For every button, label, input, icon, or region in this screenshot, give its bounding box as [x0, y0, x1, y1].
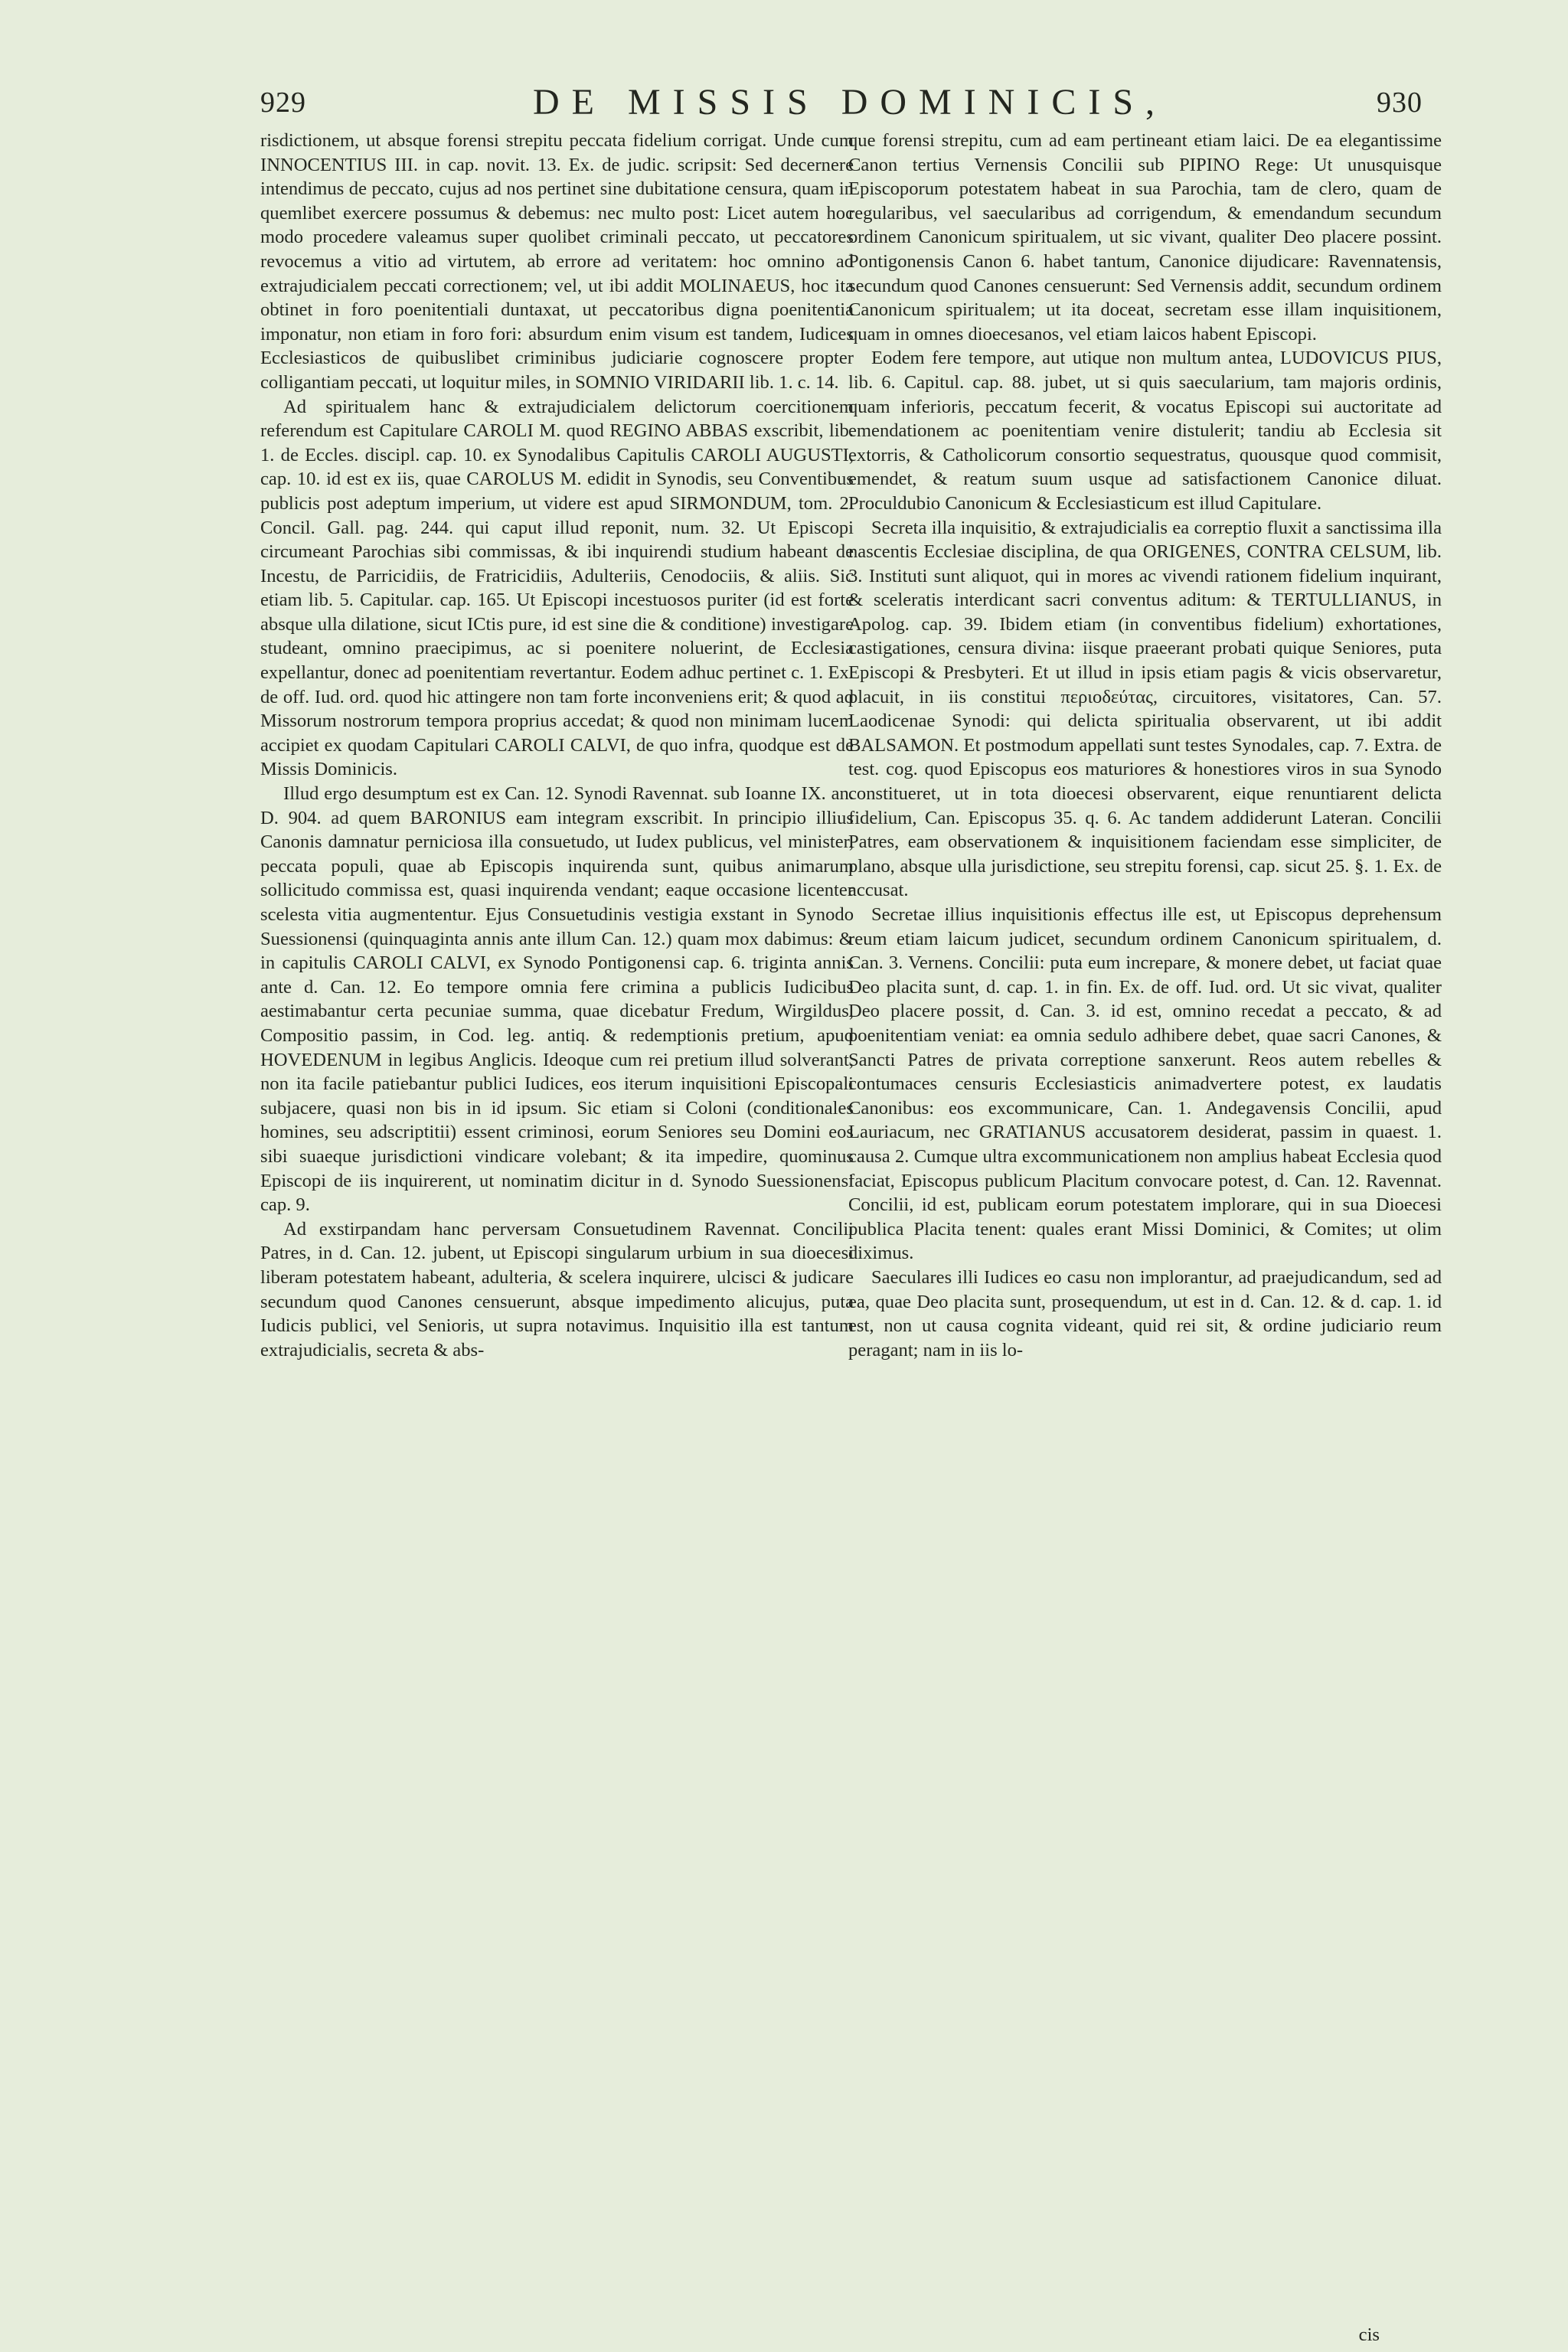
- paragraph: Illud ergo desumptum est ex Can. 12. Synodi Ravennat. sub Ioanne IX. an. D. 904. ad quem BARONIUS eam integram exscribit. In principio illius Canonis damnatur perniciosa illa consuetudo, ut Iudex publicus, vel minister, peccata populi, quae ab Episcopis inquirenda sunt, quibus animarum sollicitudo commissa est, quasi inquirenda vendant; eaque occasione licenter scelesta vitia augmententur. Ejus Consuetudinis vestigia exstant in Synodo Suessionensi (quinquaginta annis ante illum Can. 12.) quam mox dabimus: & in capitulis CAROLI CALVI, ex Synodo Pontigonensi cap. 6. triginta annis ante d. Can. 12. Eo tempore omnia fere crimina a publicis Iudicibus aestimabantur certa pecuniae summa, quae dicebatur Fredum, Wirgildus, Compositio passim, in Cod. leg. antiq. & redemptionis pretium, apud HOVEDENUM in legibus Anglicis. Ideoque cum rei pretium illud solverant, non ita facile patiebantur publici Iudices, eos iterum inquisitioni Episcopali subjacere, quasi non bis in id ipsum. Sic etiam si Coloni (conditionales homines, seu adscriptitii) essent criminosi, eorum Seniores seu Domini eos sibi suaeque jurisdictioni vindicare volebant; & ita impedire, quominus Episcopi de iis inquirerent, ut nominatim dicitur in d. Synodo Suessionensi cap. 9.: [260, 783, 854, 1216]
- paragraph: Ad exstirpandam hanc perversam Consuetudinem Ravennat. Concilii Patres, in d. Can. 12. jubent, ut Episcopi singularum urbium in sua dioecesi liberam potestatem habeant, adulteria, & scelera inquirere, ulcisci & judicare secundum quod Canones censuerunt, absque impedimento alicujus, puta Iudicis publici, vel Senioris, ut supra notavimus. Inquisitio illa est tantum extrajudicialis, secreta & abs-: [260, 1218, 854, 1361]
- paragraph: risdictionem, ut absque forensi strepitu peccata fidelium corrigat. Unde cum INNOCENTIUS III. in cap. novit. 13. Ex. de judic. scripsit: Sed decernere intendimus de peccato, cujus ad nos pertinet sine dubitatione censura, quam in quemlibet exercere possumus & debemus: nec multo post: Licet autem hoc modo procedere valeamus super quolibet criminali peccato, ut peccatores revocemus a vitio ad virtutem, ab errore ad veritatem: hoc omnino ad extrajudicialem peccati correctionem; vel, ut ibi addit MOLINAEUS, hoc ita obtinet in foro poenitentiali duntaxat, ut peccatoribus digna poenitentia imponatur, non etiam in foro fori: absurdum enim visum est tandem, Iudices Ecclesiasticos de quibuslibet criminibus judiciarie cognoscere propter colligantiam peccati, ut loquitur miles, in SOMNIO VIRIDARII lib. 1. c. 14.: [260, 130, 854, 393]
- paragraph: que forensi strepitu, cum ad eam pertineant etiam laici. De ea elegantissime Canon tertius Vernensis Concilii sub PIPINO Rege: Ut unusquisque Episcoporum potestatem habeat in sua Parochia, tam de clero, quam de regularibus, vel saecularibus ad corrigendum, & emendandum secundum ordinem Canonicum spiritualem, ut sic vivant, qualiter Deo placere possint. Pontigonensis Canon 6. habet tantum, Canonice dijudicare: Ravennatensis, secundum quod Canones censuerunt: Sed Vernensis addit, secundum ordinem Canonicum spiritualem; ut ita doceat, secretam esse illam inquisitionem, quam in omnes dioecesanos, vel etiam laicos habent Episcopi.: [848, 130, 1442, 345]
- paragraph: Saeculares illi Iudices eo casu non implorantur, ad praejudicandum, sed ad ea, quae Deo placita sunt, prosequendum, ut est in d. Can. 12. & d. cap. 1. id est, non ut causa cognita videant, quid rei sit, & ordine judiciario reum peragant; nam in iis lo-: [848, 1266, 1442, 1361]
- running-title: DE MISSIS DOMINICIS,: [532, 82, 1168, 122]
- right-column: [848, 129, 1442, 1362]
- paragraph: Eodem fere tempore, aut utique non multum antea, LUDOVICUS PIUS, lib. 6. Capitul. cap. 88. jubet, ut si quis saecularium, tam majoris ordinis, quam inferioris, peccatum fecerit, & vocatus Episcopi sui auctoritate ad emendationem ac poenitentiam venire distulerit; tandiu ab Ecclesia sit extorris, & Catholicorum consortio sequestratus, quousque quod commisit, emendet, & reatum suum usque ad satisfactionem Canonice diluat. Proculdubio Canonicum & Ecclesiasticum est illud Capitulare.: [848, 348, 1442, 514]
- page-number-left: 929: [260, 87, 306, 119]
- paragraph: Secretae illius inquisitionis effectus ille est, ut Episcopus deprehensum reum etiam laicum judicet, secundum ordinem Canonicum spiritualem, d. Can. 3. Vernens. Concilii: puta eum increpare, & monere debet, ut faciat quae Deo placita sunt, d. cap. 1. in fin. Ex. de off. Iud. ord. Ut sic vivat, qualiter Deo placere possit, d. Can. 3. id est, omnino recedat a peccato, & ad poenitentiam veniat: ea omnia sedulo adhibere debet, quae sacri Canones, & Sancti Patres de privata correptione sanxerunt. Reos autem rebelles & contumaces censuris Ecclesiasticis animadvertere potest, ex laudatis Canonibus: eos excommunicare, Can. 1. Andegavensis Concilii, apud Lauriacum, nec GRATIANUS accusatorem desiderat, passim in quaest. 1. causa 2. Cumque ultra excommunicationem non amplius habeat Ecclesia quod faciat, Episcopus publicum Placitum convocare potest, d. Can. 12. Ravennat. Concilii, id est, publicam eorum potestatem implorare, qui in sua Dioecesi publica Placita tenent: quales erant Missi Dominici, & Comites; ut olim diximus.: [848, 904, 1442, 1264]
- paragraph: Secreta illa inquisitio, & extrajudicialis ea correptio fluxit a sanctissima illa nascentis Ecclesiae disciplina, de qua ORIGENES, CONTRA CELSUM, lib. 3. Instituti sunt aliquot, qui in mores ac vivendi rationem fidelium inquirant, & sceleratis interdicant sacri conventus aditum: & TERTULLIANUS, in Apolog. cap. 39. Ibidem etiam (in conventibus fidelium) exhortationes, castigationes, censura divina: iisque praeerant probati quique Seniores, puta Episcopi & Presbyteri. Et ut illud in ipsis etiam pagis & vicis observaretur, placuit, in iis constitui περιοδεύτας, circuitores, visitatores, Can. 57. Laodicenae Synodi: qui delicta spiritualia observarent, ut ibi addit BALSAMON. Et postmodum appellati sunt testes Synodales, cap. 7. Extra. de test. cog. quod Episcopus eos maturiores & honestiores viros in sua Synodo constitueret, ut in tota dioecesi observarent, eique renuntiarent delicta fidelium, Can. Episcopus 35. q. 6. Ac tandem addiderunt Lateran. Concilii Patres, eam observationem & inquisitionem faciendam esse simpliciter, de plano, absque ulla jurisdictione, seu strepitu forensi, cap. sicut 25. §. 1. Ex. de accusat.: [848, 517, 1442, 901]
- left-column: [260, 129, 854, 1362]
- catchword: cis: [1358, 2324, 1380, 2345]
- paragraph: Ad spiritualem hanc & extrajudicialem delictorum coercitionem referendum est Capitulare CAROLI M. quod REGINO ABBAS exscribit, lib. 1. de Eccles. discipl. cap. 10. ex Synodalibus Capitulis CAROLI AUGUSTI, cap. 10. id est ex iis, quae CAROLUS M. edidit in Synodis, seu Conventibus publicis post adeptum imperium, ut videre est apud SIRMONDUM, tom. 2. Concil. Gall. pag. 244. qui caput illud reponit, num. 32. Ut Episcopi circumeant Parochias sibi commissas, & ibi inquirendi studium habeant de Incestu, de Parricidiis, de Fratricidiis, Adulteriis, Cenodociis, & aliis. Sic etiam lib. 5. Capitular. cap. 165. Ut Episcopi incestuosos puriter (id est forte absque ulla dilatione, sicut ICtis pure, id est sine die & conditione) investigare studeant, omnino praecipimus, ac si poenitere noluerint, de Ecclesia expellantur, donec ad poenitentiam revertantur. Eodem adhuc pertinet c. 1. Ex. de off. Iud. ord. quod hic attingere non tam forte inconveniens erit; & quod ad Missorum nostrorum tempora proprius accedat; & quod non minimam lucem accipiet ex quodam Capitulari CAROLI CALVI, de quo infra, quodque est de Missis Dominicis.: [260, 396, 854, 780]
- page-number-right: 930: [1377, 87, 1423, 119]
